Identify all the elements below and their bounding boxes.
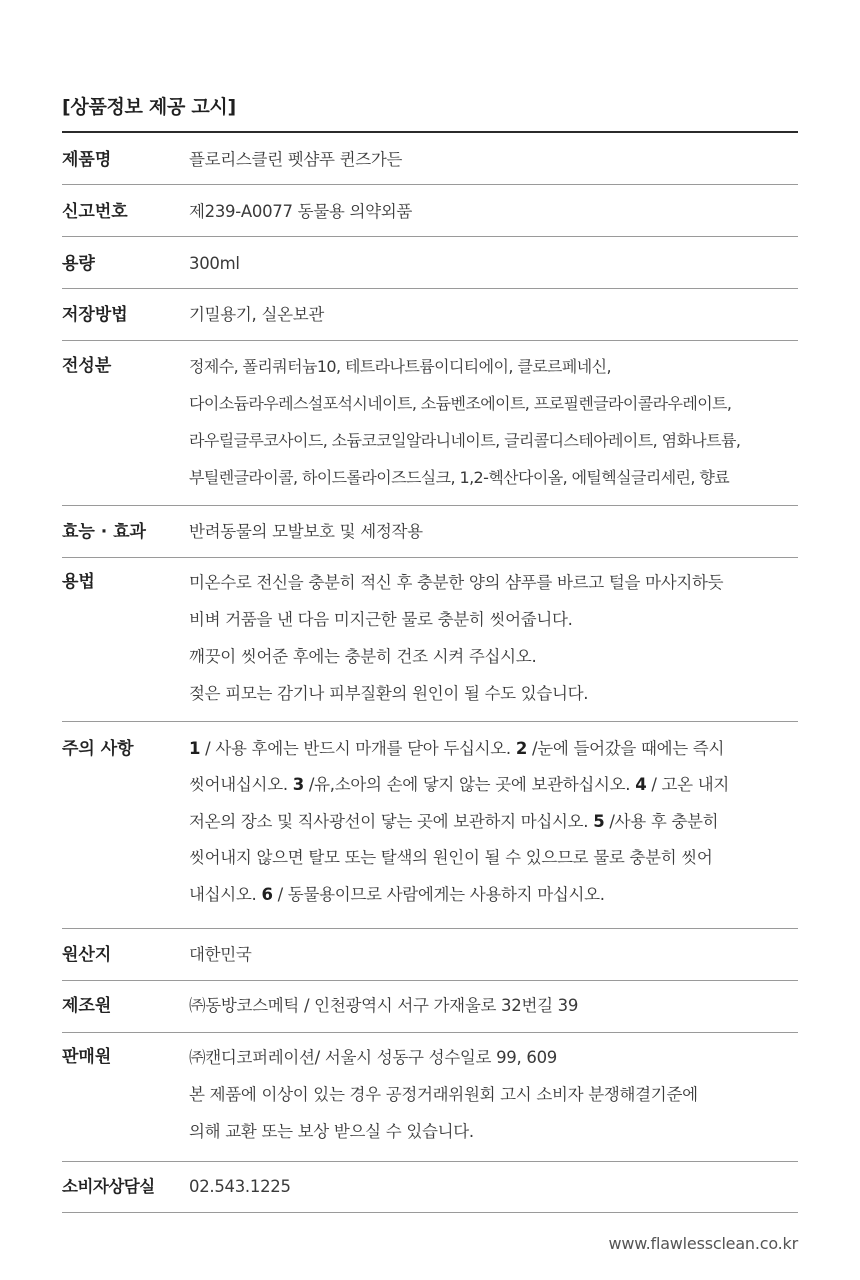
caution-number: 4 [635, 775, 647, 795]
caution-text: / 동물용이므로 사람에게는 사용하지 마십시오. [272, 884, 605, 904]
value-line: 대한민국 [189, 945, 252, 964]
caution-text: 내십시오. [189, 884, 262, 904]
caution-line [189, 767, 801, 803]
caution-text: /유,소아의 손에 닿지 않는 곳에 보관하십시오. [303, 775, 636, 795]
label-product-name: 제품명 [62, 150, 112, 170]
label-registration-number: 신고번호 [62, 202, 128, 222]
value-consumer-center [189, 1175, 801, 1199]
value-registration-number [189, 200, 801, 224]
value-line: 부틸렌글라이콜, 하이드롤라이즈드실크, 1,2-헥산다이올, 에틸헥실글리세린, 향료 [189, 468, 730, 487]
value-line: 젖은 피모는 감기나 피부질환의 원인이 될 수도 있습니다. [189, 684, 589, 703]
value-efficacy [189, 520, 801, 544]
value-manufacturer [189, 994, 801, 1018]
caution-text: /눈에 들어갔을 때에는 즉시 [527, 739, 725, 758]
caution-text: 씻어내지 않으면 탈모 또는 탈색의 원인이 될 수 있으므로 물로 충분히 씻어 [189, 848, 713, 868]
label-efficacy: 효능 · 효과 [62, 522, 146, 542]
caution-line [189, 877, 801, 913]
value-line: 반려동물의 모발보호 및 세정작용 [189, 522, 423, 541]
caution-line [189, 804, 801, 840]
website-url: www.flawlessclean.co.kr [608, 1234, 798, 1253]
label-storage: 저장방법 [62, 305, 128, 325]
caution-line [189, 731, 801, 767]
caution-number: 1 [189, 739, 201, 758]
row-divider [62, 557, 798, 558]
label-directions: 용법 [62, 572, 95, 592]
row-divider [62, 1161, 798, 1162]
caution-text: 저온의 장소 및 직사광선이 닿는 곳에 보관하지 마십시오. [189, 811, 594, 831]
caution-text: /사용 후 충분히 [604, 811, 719, 831]
value-line: 다이소듐라우레스설포석시네이트, 소듐벤조에이트, 프로필렌글라이콜라우레이트, [189, 394, 732, 413]
caution-number: 6 [261, 884, 273, 904]
value-line: 300ml [189, 254, 240, 273]
label-seller: 판매원 [62, 1047, 112, 1067]
value-line: 제239-A0077 동물용 의약외품 [189, 202, 413, 221]
caution-text: / 사용 후에는 반드시 마개를 닫아 두십시오. [200, 739, 516, 758]
value-line: 플로리스클린 펫샴푸 퀸즈가든 [189, 150, 403, 169]
value-origin [189, 943, 801, 967]
caution-line [189, 840, 801, 876]
value-directions [189, 564, 801, 712]
value-ingredients [189, 348, 801, 496]
label-consumer-center: 소비자상담실 [62, 1177, 155, 1196]
row-divider [62, 928, 798, 929]
value-line: 기밀용기, 실온보관 [189, 305, 325, 324]
value-seller [189, 1039, 801, 1150]
row-divider [62, 980, 798, 981]
row-divider [62, 288, 798, 289]
value-line: 미온수로 전신을 충분히 적신 후 충분한 양의 샴푸를 바르고 털을 마사지하듯 [189, 573, 724, 592]
caution-text: / 고온 내지 [646, 775, 730, 795]
heading-divider [62, 131, 798, 133]
value-product-name [189, 148, 801, 172]
caution-number: 2 [515, 739, 528, 758]
value-line: 의해 교환 또는 보상 받으실 수 있습니다. [189, 1122, 474, 1141]
caution-text: 씻어내십시오. [189, 775, 293, 795]
caution-number: 3 [292, 775, 304, 795]
label-cautions: 주의 사항 [62, 739, 134, 759]
label-manufacturer: 제조원 [62, 996, 112, 1016]
label-volume: 용량 [62, 254, 95, 274]
row-divider [62, 1032, 798, 1033]
row-divider [62, 721, 798, 722]
value-line: 02.543.1225 [189, 1177, 291, 1196]
row-divider [62, 1212, 798, 1213]
row-divider [62, 184, 798, 185]
caution-number: 5 [593, 811, 605, 831]
value-line: 라우릴글루코사이드, 소듐코코일알라니네이트, 글리콜디스테아레이트, 염화나트륨, [189, 431, 741, 450]
label-origin: 원산지 [62, 945, 112, 965]
value-line: ㈜캔디코퍼레이션/ 서울시 성동구 성수일로 99, 609 [189, 1048, 557, 1067]
row-divider [62, 505, 798, 506]
value-line: 비벼 거품을 낸 다음 미지근한 물로 충분히 씻어줍니다. [189, 610, 573, 629]
value-volume [189, 252, 801, 276]
value-line: 정제수, 폴리쿼터늄10, 테트라나트륨이디티에이, 클로르페네신, [189, 357, 611, 376]
value-line: 깨끗이 씻어준 후에는 충분히 건조 시켜 주십시오. [189, 647, 537, 666]
row-divider [62, 236, 798, 237]
value-line: 본 제품에 이상이 있는 경우 공정거래위원회 고시 소비자 분쟁해결기준에 [189, 1085, 698, 1104]
value-storage [189, 303, 801, 327]
label-ingredients: 전성분 [62, 356, 112, 376]
value-line: ㈜동방코스메틱 / 인천광역시 서구 가재울로 32번길 39 [189, 996, 579, 1015]
row-divider [62, 340, 798, 341]
value-cautions [189, 731, 801, 913]
section-heading: [상품정보 제공 고시] [62, 96, 236, 118]
